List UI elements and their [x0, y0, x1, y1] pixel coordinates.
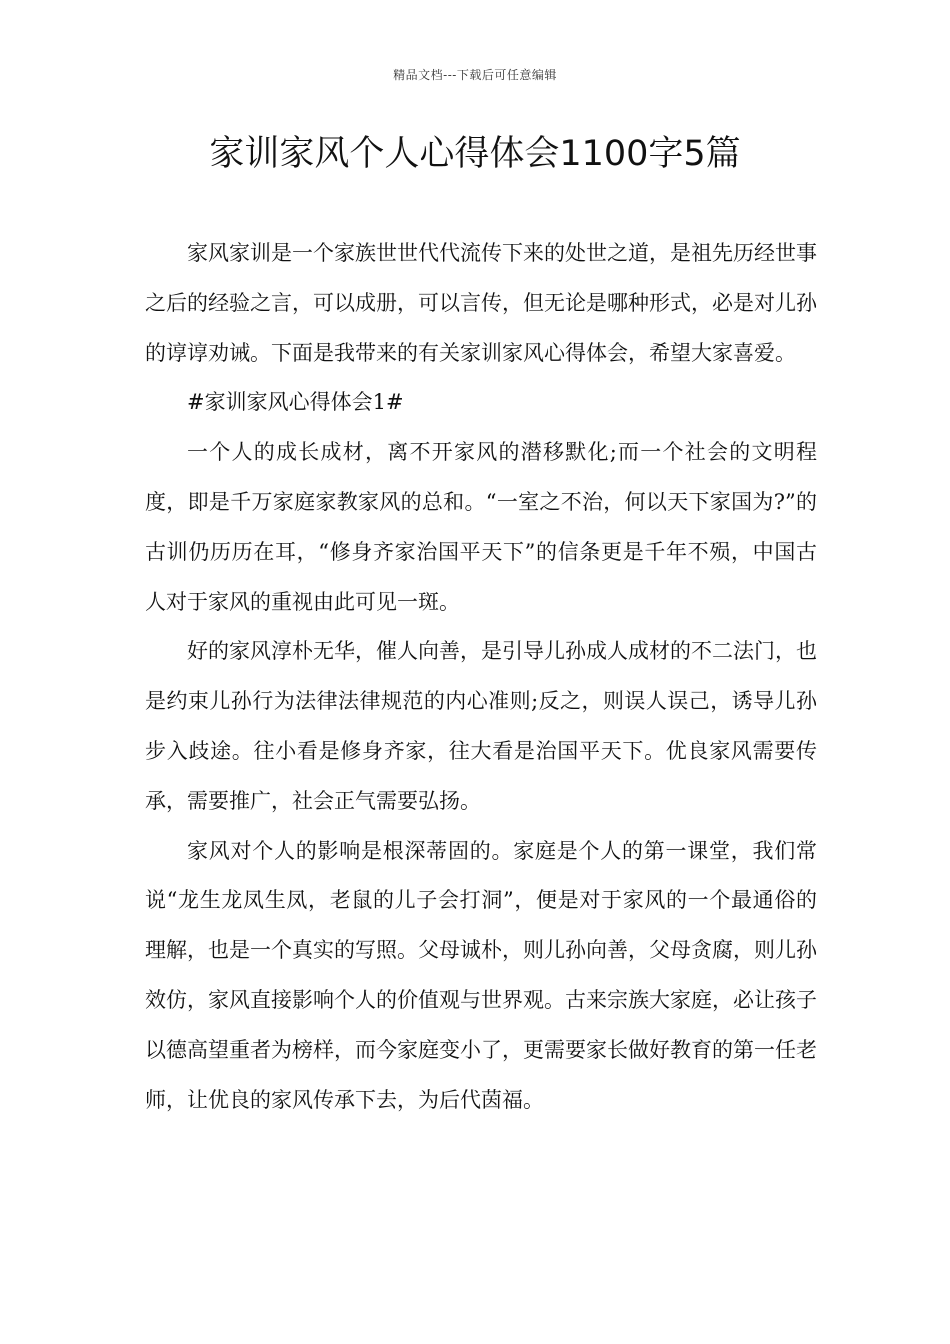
intro-paragraph: 家风家训是一个家族世世代代流传下来的处世之道，是祖先历经世事之后的经验之言，可以成册，可以言传，但无论是哪种形式，必是对儿孙的谆谆劝诫。下面是我带来的有关家训家风心得体会，希望大家喜爱。: [145, 241, 817, 365]
document-body: [145, 229, 817, 1125]
body-paragraph: 好的家风淳朴无华，催人向善，是引导儿孙成人成材的不二法门，也是约束儿孙行为法律法律规范的内心准则;反之，则误人误己，诱导儿孙步入歧途。往小看是修身齐家，往大看是治国平天下。优良家风需要传承，需要推广，社会正气需要弘扬。: [145, 639, 817, 813]
document-title: 家训家风个人心得体会1100字5篇: [209, 134, 741, 174]
header-note: 精品文档---下载后可任意编辑: [393, 68, 557, 82]
section-heading: #家训家风心得体会1#: [187, 390, 404, 415]
body-paragraph: 家风对个人的影响是根深蒂固的。家庭是个人的第一课堂，我们常说“龙生龙凤生凤，老鼠的儿子会打洞”，便是对于家风的一个最通俗的理解，也是一个真实的写照。父母诚朴，则儿孙向善，父母贪腐，则儿孙效仿，家风直接影响个人的价值观与世界观。古来宗族大家庭，必让孩子以德高望重者为榜样，而今家庭变小了，更需要家长做好教育的第一任老师，让优良的家风传承下去，为后代茵福。: [145, 838, 817, 1112]
body-paragraph: 一个人的成长成材，离不开家风的潜移默化;而一个社会的文明程度，即是千万家庭家教家风的总和。“一室之不治，何以天下家国为?”的古训仍历历在耳，“修身齐家治国平天下”的信条更是千年不殒，中国古人对于家风的重视由此可见一斑。: [145, 440, 817, 614]
